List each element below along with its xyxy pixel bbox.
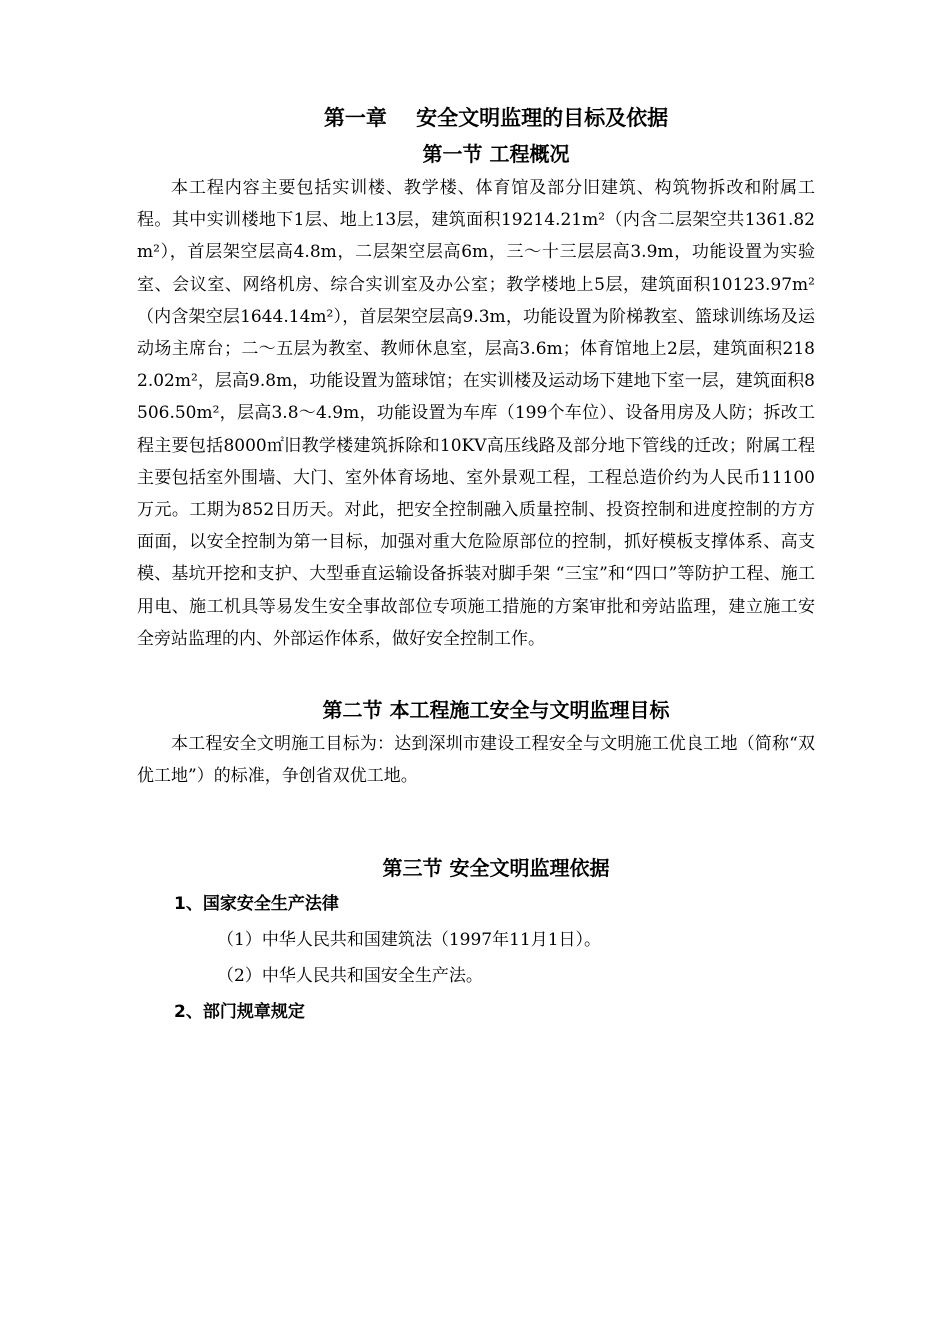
chapter-title: 第一章 安全文明监理的目标及依据 xyxy=(323,106,669,130)
section-3-title: 第三节 安全文明监理依据 xyxy=(382,856,610,881)
section-1-title: 第一节 工程概况 xyxy=(422,142,570,166)
spacer xyxy=(137,655,815,692)
section-3-group-1-heading: 1、国家安全生产法律 xyxy=(174,894,339,915)
section-3-item-1: （1）中华人民共和国建筑法（1997年11月1日）。 xyxy=(217,930,602,951)
section-2-body: 本工程安全文明施工目标为：达到深圳市建设工程安全与文明施工优良工地（简称“双优工地”）的标准，争创省双优工地。 xyxy=(137,734,815,787)
section-1-body: 本工程内容主要包括实训楼、教学楼、体育馆及部分旧建筑、构筑物拆改和附属工程。其中实训楼地下1层、地上13层，建筑面积19214.21m²（内含二层架空共1361.82m²），首层架空层高4.8m，二层架空层高6m，三～十三层层高3.9m，功能设置为实验室、会议室、网络机房、综合实训室及办公室；教学楼地上5层，建筑面积10123.97m²（内含架空层1644.14m²），首层架空层高9.3m，功能设置为阶梯教室、篮球训练场及运动场主席台；二～五层为教室、教师休息室，层高3.6m；体育馆地上2层，建筑面积2182.02m²，层高9.8m，功能设置为篮球馆；在实训楼及运动场下建地下室一层，建筑面积8506.50m²，层高3.8～4.9m，功能设置为车库（199个车位）、设备用房及人防；拆改工程主要包括8000㎡旧教学楼建筑拆除和10KV高压线路及部分地下管线的迁改；附属工程主要包括室外围墙、大门、室外体育场地、室外景观工程，工程总造价约为人民币11100万元。工期为852日历天。对此，把安全控制融入质量控制、投资控制和进度控制的方方面面，以安全控制为第一目标，加强对重大危险原部位的控制，抓好模板支撑体系、高支模、基坑开挖和支护、大型垂直运输设备拆装对脚手架 “三宝”和“四口”等防护工程、施工用电、施工机具等易发生安全事故部位专项施工措施的方案审批和旁站监理，建立施工安全旁站监理的内、外部运作体系，做好安全控制工作。 xyxy=(137,178,815,649)
document-page xyxy=(137,100,815,1030)
section-3-group-2-heading: 2、部门规章规定 xyxy=(174,1002,305,1023)
section-3-item-2: （2）中华人民共和国安全生产法。 xyxy=(217,966,483,987)
section-2-title: 第二节 本工程施工安全与文明监理目标 xyxy=(322,698,670,723)
spacer xyxy=(137,792,815,850)
